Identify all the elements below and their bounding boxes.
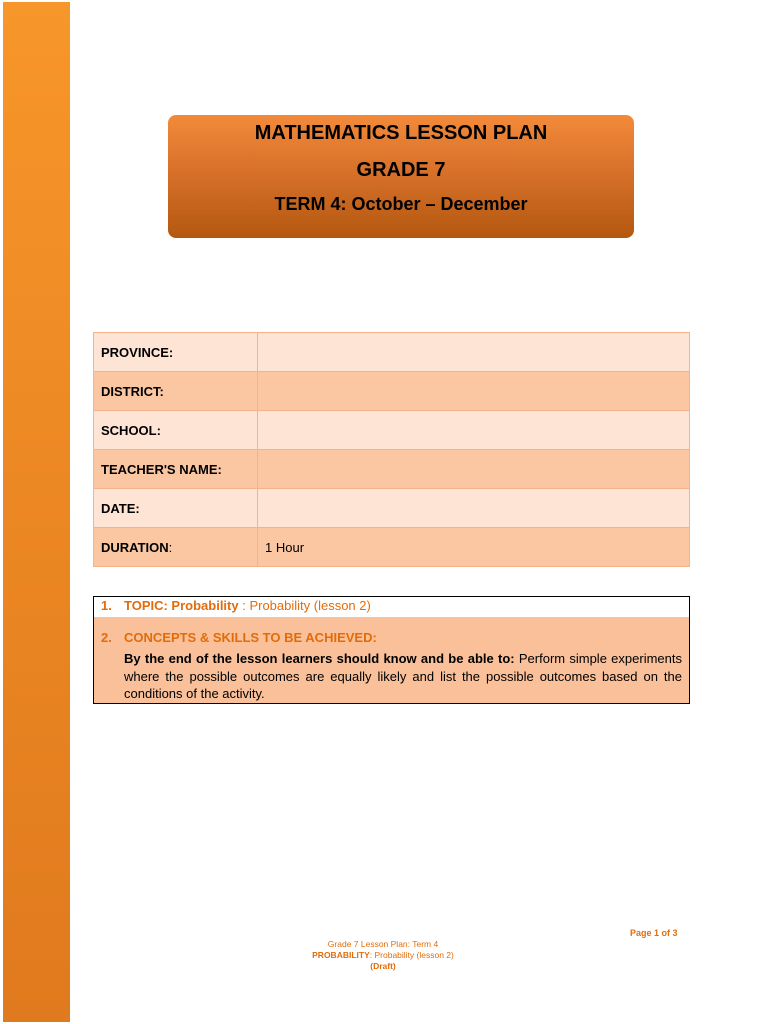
term-title: TERM 4: October – December <box>274 194 528 214</box>
duration-value: 1 Hour <box>258 528 690 567</box>
topic-text: : Probability (lesson 2) <box>238 598 371 613</box>
teacher-name-value <box>258 450 690 489</box>
school-label: SCHOOL: <box>94 411 258 450</box>
concepts-heading-line <box>101 630 377 645</box>
concepts-body <box>124 650 682 703</box>
table-row <box>94 372 690 411</box>
footer-topic-rest: : Probability (lesson 2) <box>369 950 454 960</box>
footer-draft: (Draft) <box>370 961 396 971</box>
footer-line2 <box>283 950 483 961</box>
footer-info <box>283 939 483 972</box>
school-value <box>258 411 690 450</box>
concepts-number: 2. <box>101 630 112 645</box>
title-banner <box>168 115 634 238</box>
table-row <box>94 450 690 489</box>
district-value <box>258 372 690 411</box>
duration-label-colon: : <box>168 539 173 555</box>
footer-line1: Grade 7 Lesson Plan: Term 4 <box>327 939 439 949</box>
info-table <box>93 332 690 567</box>
page-number: Page 1 of 3 <box>630 928 678 938</box>
table-row <box>94 489 690 528</box>
duration-label <box>94 528 258 567</box>
concepts-lead: By the end of the lesson learners should know and be able to: <box>124 651 515 666</box>
table-row <box>94 528 690 567</box>
document-title: MATHEMATICS LESSON PLAN <box>254 122 548 144</box>
concepts-section <box>93 617 690 704</box>
concepts-heading: CONCEPTS & SKILLS TO BE ACHIEVED: <box>124 630 377 645</box>
duration-label-text: DURATION <box>101 539 169 555</box>
district-label: DISTRICT: <box>94 372 258 411</box>
province-value <box>258 333 690 372</box>
topic-heading: TOPIC: Probability <box>124 598 239 613</box>
table-row <box>94 333 690 372</box>
date-label: DATE: <box>94 489 258 528</box>
province-label: PROVINCE: <box>94 333 258 372</box>
table-row <box>94 411 690 450</box>
topic-section <box>93 596 690 618</box>
date-value <box>258 489 690 528</box>
topic-line <box>101 598 371 613</box>
grade-title: GRADE 7 <box>356 159 446 181</box>
footer-topic-bold: PROBABILITY <box>312 950 370 960</box>
concepts-text: Perform simple experiments where the possible outcomes are equally likely and list the possible outcomes based on the conditions of the activity. <box>124 651 682 701</box>
teacher-name-label: TEACHER'S NAME: <box>94 450 258 489</box>
topic-number: 1. <box>101 598 112 613</box>
decorative-side-bar <box>3 2 70 1022</box>
